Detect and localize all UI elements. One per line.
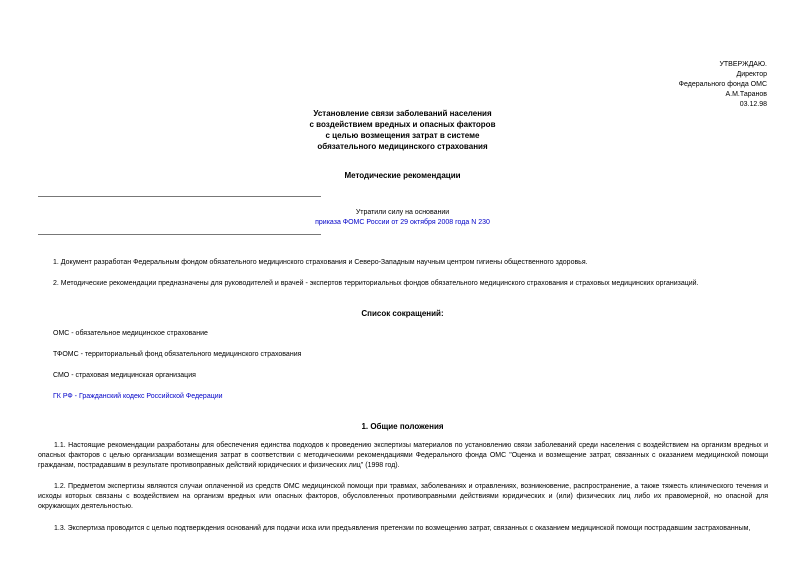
repeal-text: Утратили силу на основании	[355, 209, 450, 216]
repeal-note	[290, 208, 515, 228]
title-line: обязательного медицинского страхования	[317, 142, 488, 151]
intro-paragraph-1: 1. Документ разработан Федеральным фондом обязательного медицинского страхования и Северо-Западным научным центром гигиены общественного здоровья.	[53, 259, 588, 266]
abbreviation-gk-rf	[53, 392, 773, 401]
approval-organization: Федерального фонда ОМС	[678, 81, 767, 88]
approval-position: Директор	[736, 71, 767, 78]
title-line: Установление связи заболеваний населения	[313, 109, 492, 118]
divider-bottom	[38, 234, 321, 235]
section-paragraph-1-3: 1.3. Экспертиза проводится с целью подтверждения оснований для подачи иска или предъявления претензии по возмещению затрат, связанных с оказанием медицинской помощи пострадавшим застрахованным,	[54, 525, 751, 532]
abbreviation-oms: ОМС - обязательное медицинское страхование	[53, 330, 208, 337]
divider-top	[38, 196, 321, 197]
section-paragraph-1-1: 1.1. Настоящие рекомендации разработаны для обеспечения единства подходов к проведению экспертизы материалов по установлению связи заболеваний среди населения с воздействием на организм вредных и опасных факторов с целью организации возмещения затрат в соответствии с методическими рекомендациями Федерального фонда ОМС "Оценка и возмещение затрат, связанных с оказанием медицинской помощи гражданам, пострадавшим в результате противоправных действий юридических и физических лиц" (1998 год).	[38, 442, 768, 469]
title-line: с целью возмещения затрат в системе	[325, 131, 480, 140]
approval-block	[679, 60, 767, 110]
abbreviation-tfoms: ТФОМС - территориальный фонд обязательного медицинского страхования	[53, 351, 302, 358]
abbreviations-title: Список сокращений:	[361, 309, 444, 318]
title-line: с воздействием вредных и опасных факторов	[309, 120, 496, 129]
repeal-order-link[interactable]: приказа ФОМС России от 29 октября 2008 года N 230	[315, 219, 490, 226]
section-title: 1. Общие положения	[361, 422, 444, 431]
section-paragraph-1-2: 1.2. Предметом экспертизы являются случаи оплаченной из средств ОМС медицинской помощи при травмах, заболеваниях и отравлениях, возникновение, распространение, а также тяжесть клинического течения и исходы которых связаны с воздействием на организм вредных или опасных факторов, обусловленных противоправными действиями юридических и (или) физических лиц либо их правомерной, но опасной для окружающих деятельностью.	[38, 483, 768, 510]
civil-code-link[interactable]: ГК РФ - Гражданский кодекс Российской Федерации	[53, 393, 223, 400]
intro-paragraph-2: 2. Методические рекомендации предназначены для руководителей и врачей - экспертов территориальных фондов обязательного медицинского страхования и страховых медицинских организаций.	[53, 280, 699, 287]
approval-line: УТВЕРЖДАЮ.	[719, 61, 767, 68]
approval-signatory: А.М.Таранов	[725, 91, 767, 98]
abbreviation-smo: СМО - страховая медицинская организация	[53, 372, 196, 379]
document-subtitle: Методические рекомендации	[344, 171, 461, 180]
approval-date: 03.12.98	[739, 101, 767, 108]
document-title	[200, 108, 605, 152]
